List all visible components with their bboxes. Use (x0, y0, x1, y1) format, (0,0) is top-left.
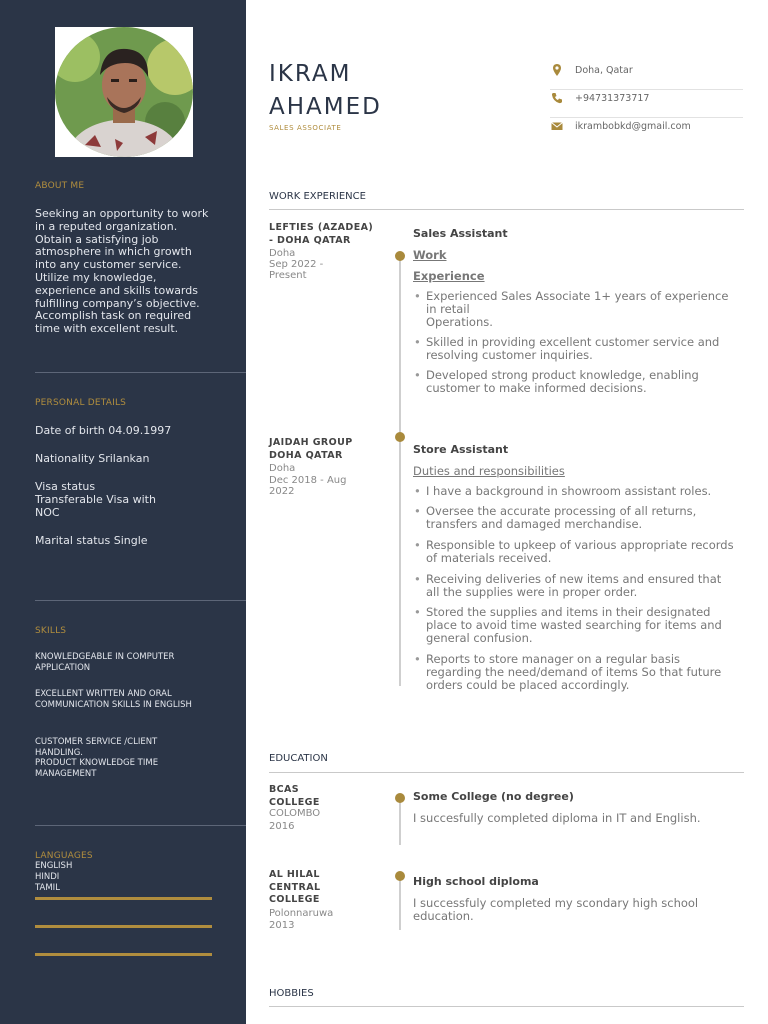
job-bullet: • Developed strong product knowledge, enabling customer to make informed decisions. (413, 369, 738, 395)
school-location: COLOMBO (269, 808, 321, 819)
job-position: Store Assistant (413, 443, 509, 456)
job-dates: Sep 2022 - Present (269, 259, 324, 281)
section-divider (269, 772, 744, 773)
location-pin-icon (550, 62, 564, 76)
language-item: HINDI (35, 872, 60, 882)
personal-details-title: PERSONAL DETAILS (35, 398, 127, 408)
hobbies-title: HOBBIES (269, 988, 314, 999)
phone-icon (550, 90, 564, 104)
divider (35, 372, 246, 373)
job-bullet: • Reports to store manager on a regular basis regarding the need/demand of items So that future orders could be placed accordingly. (413, 653, 738, 692)
job-bullet: • Receiving deliveries of new items and ensured that all the supplies were in proper order. (413, 573, 738, 599)
job-position: Sales Assistant (413, 227, 508, 240)
language-level-bar (35, 897, 212, 900)
first-name: IKRAM (269, 61, 352, 87)
marital-status: Marital status Single (35, 534, 148, 547)
date-of-birth: Date of birth 04.09.1997 (35, 424, 172, 437)
timeline-line (399, 260, 401, 434)
contact-phone (550, 90, 743, 118)
timeline-line (399, 880, 401, 930)
section-divider (269, 209, 744, 210)
sidebar (0, 0, 246, 1024)
email-text[interactable]: ikrambobkd@gmail.com (575, 121, 691, 132)
timeline-line (399, 800, 401, 845)
company-name: LEFTIES (AZADEA) - DOHA QATAR (269, 222, 374, 246)
skill-item: EXCELLENT WRITTEN AND ORAL COMMUNICATION SKILLS IN ENGLISH (35, 689, 192, 710)
degree: Some College (no degree) (413, 790, 574, 803)
timeline-dot (395, 432, 405, 442)
language-item: ENGLISH (35, 861, 73, 871)
full-name (269, 58, 382, 123)
job-location: Doha (269, 463, 296, 474)
job-bullet: • Experienced Sales Associate 1+ years of experience in retail Operations. (413, 290, 738, 329)
job-subheading: Experience (413, 269, 485, 283)
timeline-dot (395, 871, 405, 881)
school-location: Polonnaruwa (269, 908, 334, 919)
language-level-bar (35, 953, 212, 956)
skill-item: KNOWLEDGEABLE IN COMPUTER APPLICATION (35, 652, 175, 673)
job-role: SALES ASSOCIATE (269, 124, 342, 132)
timeline-dot (395, 251, 405, 261)
job-bullet: • Oversee the accurate processing of all returns, transfers and damaged merchandise. (413, 505, 738, 531)
divider (35, 825, 246, 826)
job-dates: Dec 2018 - Aug 2022 (269, 475, 347, 497)
section-divider (269, 1006, 744, 1007)
education-title: EDUCATION (269, 753, 328, 764)
email-icon (550, 118, 564, 132)
skill-item: CUSTOMER SERVICE /CLIENT HANDLING. PRODUCT KNOWLEDGE TIME MANAGEMENT (35, 737, 159, 779)
phone-text[interactable]: +94731373717 (575, 93, 650, 104)
job-location: Doha (269, 248, 296, 259)
avatar (55, 27, 193, 157)
profile-photo (55, 27, 193, 157)
job-bullet: • I have a background in showroom assistant roles. (413, 485, 738, 498)
contact-location (550, 62, 743, 90)
last-name: AHAMED (269, 94, 382, 120)
nationality: Nationality Srilankan (35, 452, 150, 465)
visa-status: Visa status Transferable Visa with NOC (35, 480, 156, 519)
school-year: 2016 (269, 821, 295, 832)
divider (35, 600, 246, 601)
timeline-line (399, 440, 401, 686)
school-name: BCAS COLLEGE (269, 784, 320, 808)
company-name: JAIDAH GROUP DOHA QATAR (269, 437, 353, 461)
about-text: Seeking an opportunity to work in a reputed organization. Obtain a satisfying job atmosphere in which growth into any customer service. Utilize my knowledge, experience and skills towards fulfilling company’s objective. Accomplish task on required time with excellent result. (35, 207, 209, 336)
degree: High school diploma (413, 875, 539, 888)
location-text: Doha, Qatar (575, 65, 633, 76)
education-desc: I successfuly completed my scondary high school education. (413, 896, 699, 923)
job-bullet: • Responsible to upkeep of various appropriate records of materials received. (413, 539, 738, 565)
job-bullet: • Stored the supplies and items in their designated place to avoid time wasted searching for items and general confusion. (413, 606, 738, 645)
job-bullet: • Skilled in providing excellent customer service and resolving customer inquiries. (413, 336, 738, 362)
skills-title: SKILLS (35, 626, 67, 636)
job-subheading: Duties and responsibilities (413, 464, 565, 478)
contact-email (550, 118, 743, 146)
languages-title: LANGUAGES (35, 851, 93, 861)
language-level-bar (35, 925, 212, 928)
education-desc: I succesfully completed diploma in IT and English. (413, 811, 701, 825)
timeline-dot (395, 793, 405, 803)
job-subheading: Work (413, 248, 447, 262)
school-name: AL HILAL CENTRAL COLLEGE (269, 869, 321, 905)
language-item: TAMIL (35, 883, 60, 893)
school-year: 2013 (269, 920, 295, 931)
work-experience-title: WORK EXPERIENCE (269, 191, 366, 202)
about-title: ABOUT ME (35, 181, 85, 191)
